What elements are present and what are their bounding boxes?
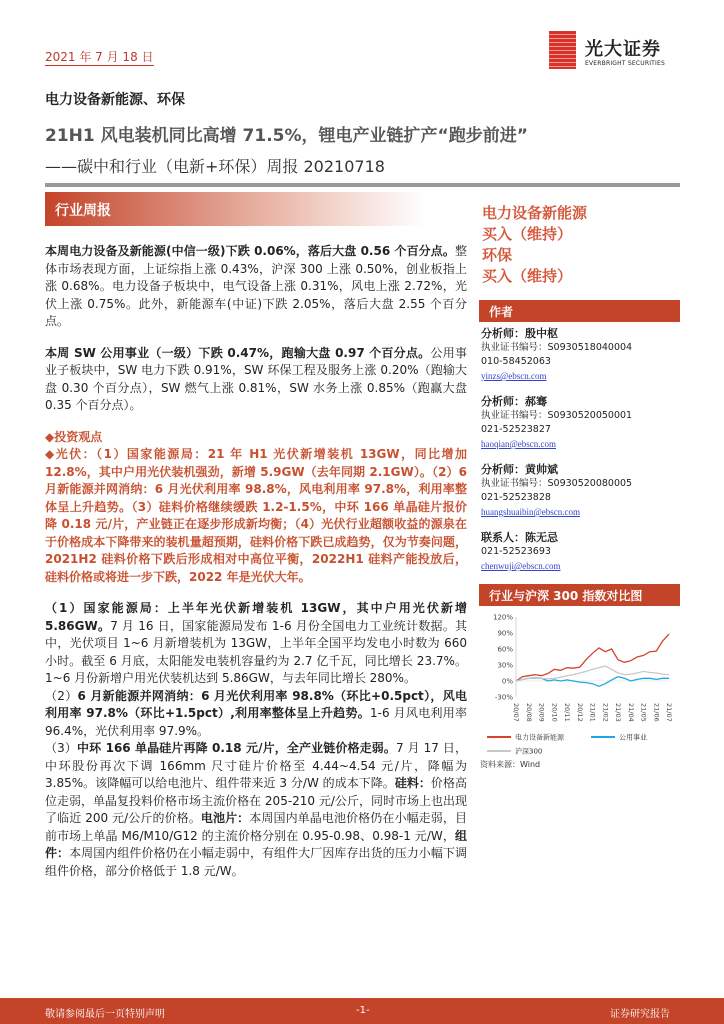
report-title: 21H1 风电装机同比高增 71.5%，锂电产业链扩产“跑步前进” <box>45 126 528 146</box>
para-lead: 6 月新能源并网消纳：6 月光伏利用率 98.8%（环比+0.5pct），风电利用率 97.8%（环比+1.5pct）,利用率整体呈上升趋势。 <box>45 688 467 720</box>
footer-report-type: 证券研究报告 <box>610 1009 670 1020</box>
legend-label: 沪深300 <box>515 747 543 756</box>
y-tick-label: 0% <box>501 677 513 686</box>
para-lead: （1）国家能源局：上半年光伏新增装机 13GW，其中户用光伏新增 5.86GW。 <box>45 601 467 633</box>
report-date: 2021 年 7 月 18 日 <box>45 50 154 64</box>
para-body: 整体市场表现方面，上证综指上涨 0.43%，沪深 300 上涨 0.50%，创业板指上涨 0.68%。电力设备子板块中，电气设备上涨 0.31%，风电上涨 2.72%，光伏上涨 0.75%。此外，新能源车(中证)下跌 2.05%，落后大盘 2.55 个百分点。 <box>45 244 467 328</box>
author-name: 分析师：郝骞 <box>481 395 547 408</box>
author <box>481 394 678 452</box>
x-tick-label: 20/10 <box>550 703 559 722</box>
sector-label: 电力设备新能源、环保 <box>45 92 185 108</box>
rating-value: 买入（维持） <box>482 267 573 285</box>
y-tick-label: 60% <box>497 645 513 654</box>
keyword: 电池片： <box>200 811 250 825</box>
x-tick-label: 20/11 <box>563 703 571 722</box>
y-tick-label: 90% <box>497 629 513 638</box>
author-cert: 执业证书编号：S0930520080005 <box>481 478 633 489</box>
para-body: 7 月 17 日，中环股份再次下调 166mm 尺寸硅片价格至 4.44~4.54 元/片，降幅为 3.85%。该降幅可以给电池片、组件带来近 3 分/W 的成本下降。 <box>45 741 467 790</box>
x-tick-label: 21/03 <box>614 703 622 722</box>
para-body: 本周国内组件价格仍在小幅走弱中，有组件大厂因库存出货的压力小幅下调组件价格，部分价格低于 1.8 元/W。 <box>45 846 467 878</box>
author-cert: 执业证书编号：S0930518040004 <box>481 342 633 353</box>
contact <box>481 530 678 574</box>
author <box>481 326 678 384</box>
x-tick-label: 21/07 <box>665 703 673 722</box>
divider <box>45 183 680 187</box>
y-tick-label: 30% <box>497 661 513 670</box>
para-prefix: （2） <box>45 688 78 703</box>
x-tick-label: 21/04 <box>626 703 635 722</box>
contact-name: 联系人：陈无忌 <box>481 531 558 544</box>
author-cert: 执业证书编号：S0930520050001 <box>481 410 633 421</box>
para-lead: 本周电力设备及新能源(中信一级)下跌 0.06%，落后大盘 0.56 个百分点。 <box>45 244 455 258</box>
chart-title: 行业与沪深 300 指数对比图 <box>479 584 680 606</box>
rating-sector: 电力设备新能源 <box>482 204 588 222</box>
authors-panel <box>479 322 680 574</box>
x-tick-label: 21/05 <box>639 703 648 722</box>
legend-label: 电力设备新能源 <box>515 733 564 742</box>
detail-3 <box>45 740 467 880</box>
page-number: -1- <box>356 1005 370 1016</box>
x-tick-label: 21/01 <box>588 703 597 722</box>
contact-email-link[interactable]: chenwuji@ebscn.com <box>481 561 561 571</box>
view-body: ◆光伏：（1）国家能源局：21 年 H1 光伏新增装机 13GW，同比增加 12.8%，其中户用光伏装机强劲，新增 5.9GW（去年同期 2.1GW）。（2）6 月新能源并网消纳：6 月光伏利用率 98.8%，风电利用率 97.8%，利用率整体呈上升趋势。（3）硅料价格继续缓跌 1.2-1.5%，中环 166 单晶硅片报价降 0.18 元/片，产业链正在逐步形成新均衡；（4）光伏行业超额收益的源泉在于价格成本下降带来的装机量超预期，硅料价格下跌已成趋势，仅为节奏问题，2021H2 硅料价格下跌后形成相对中高位平衡，2022H1 硅料产能投放后，硅料价格或将进一步下跌，2022 年是光伏大年。 <box>45 447 467 584</box>
author-name: 分析师：黄帅斌 <box>481 463 558 476</box>
para-body: 公用事业子板块中，SW 电力下跌 0.91%，SW 环保工程及服务上涨 0.20%（跑输大盘 0.30 个百分点），SW 燃气上涨 0.81%，SW 水务上涨 0.85%（跑赢大盘 0.35 个百分点）。 <box>45 345 467 412</box>
side-column <box>479 300 680 770</box>
author-phone: 021-52523827 <box>481 424 551 435</box>
everbright-logo <box>549 31 684 71</box>
paragraph-utilities <box>45 345 467 415</box>
x-tick-label: 21/06 <box>652 703 661 722</box>
keyword: 组件： <box>45 828 467 860</box>
author-phone: 010-58452063 <box>481 356 551 367</box>
author-email-link[interactable]: huangshuaibin@ebscn.com <box>481 507 581 517</box>
footer-disclaimer: 敬请参阅最后一页特别声明 <box>45 1009 165 1020</box>
logo-cn: 光大证券 <box>585 39 661 60</box>
ratings <box>482 203 587 287</box>
x-tick-label: 20/09 <box>537 703 546 722</box>
authors-title: 作者 <box>479 300 680 322</box>
contact-phone: 021-52523693 <box>481 546 551 557</box>
para-lead: 本周 SW 公用事业（一级）下跌 0.47%，跑输大盘 0.97 个百分点。 <box>45 345 431 360</box>
para-body: 7 月 16 日，国家能源局发布 1-6 月份全国电力工业统计数据。其中，光伏项目 1~6 月新增装机为 13GW，上半年全国平均发电小时数为 660 小时。截至 6 月底，太阳能发电装机容量约为 2.7 亿千瓦，同比增长 23.7%。1~6 月份新增户用光伏装机达到 5.86GW，与去年同比增长 280%。 <box>45 618 467 685</box>
para-body: 1-6 月风电利用率 96.4%，光伏利用率 97.9%。 <box>45 706 467 738</box>
author-email-link[interactable]: yinzs@ebscn.com <box>481 371 547 381</box>
para-body: 价格高位走弱，单晶复投料价格市场主流价格在 205-210 元/公斤，同时市场上也出现了临近 200 元/公斤的价格。 <box>45 776 467 825</box>
chart-source: 资料来源：Wind <box>480 760 541 769</box>
x-tick-label: 20/07 <box>512 703 520 722</box>
report-subtitle: ——碳中和行业（电新+环保）周报 20210718 <box>45 157 385 176</box>
detail-2 <box>45 688 467 741</box>
author-phone: 021-52523828 <box>481 492 551 503</box>
y-tick-label: -30% <box>494 693 513 702</box>
legend-label: 公用事业 <box>619 733 647 742</box>
report-type: 行业周报 <box>55 203 111 219</box>
para-prefix: （3） <box>45 741 78 755</box>
detail-1 <box>45 600 467 688</box>
footer <box>0 998 724 1024</box>
index-comparison-chart <box>479 609 689 759</box>
rating-value: 买入（维持） <box>482 225 573 243</box>
x-tick-label: 20/08 <box>524 703 533 722</box>
series-line <box>516 634 669 681</box>
keyword: 硅料： <box>394 776 431 790</box>
y-tick-label: 120% <box>492 613 513 622</box>
rating-sector: 环保 <box>482 246 513 264</box>
logo-en: EVERBRIGHT SECURITIES <box>585 60 665 67</box>
x-tick-label: 20/12 <box>575 703 584 722</box>
paragraph-market <box>45 243 467 331</box>
view-heading: ◆投资观点 <box>45 429 103 444</box>
author <box>481 462 678 520</box>
author-name: 分析师：殷中枢 <box>481 327 558 340</box>
report-type-band <box>45 192 425 226</box>
author-email-link[interactable]: haoqian@ebscn.com <box>481 439 557 449</box>
main-text-column <box>45 243 467 880</box>
x-tick-label: 21/02 <box>601 703 610 722</box>
para-body: 本周国内单晶电池价格仍在小幅走弱，目前市场上单晶 M6/M10/G12 的主流价格分别在 0.95-0.98、0.98-1 元/W， <box>45 811 467 843</box>
logo-mark-icon <box>549 31 576 69</box>
para-lead: 中环 166 单晶硅片再降 0.18 元/片，全产业链价格走弱。 <box>77 741 396 755</box>
